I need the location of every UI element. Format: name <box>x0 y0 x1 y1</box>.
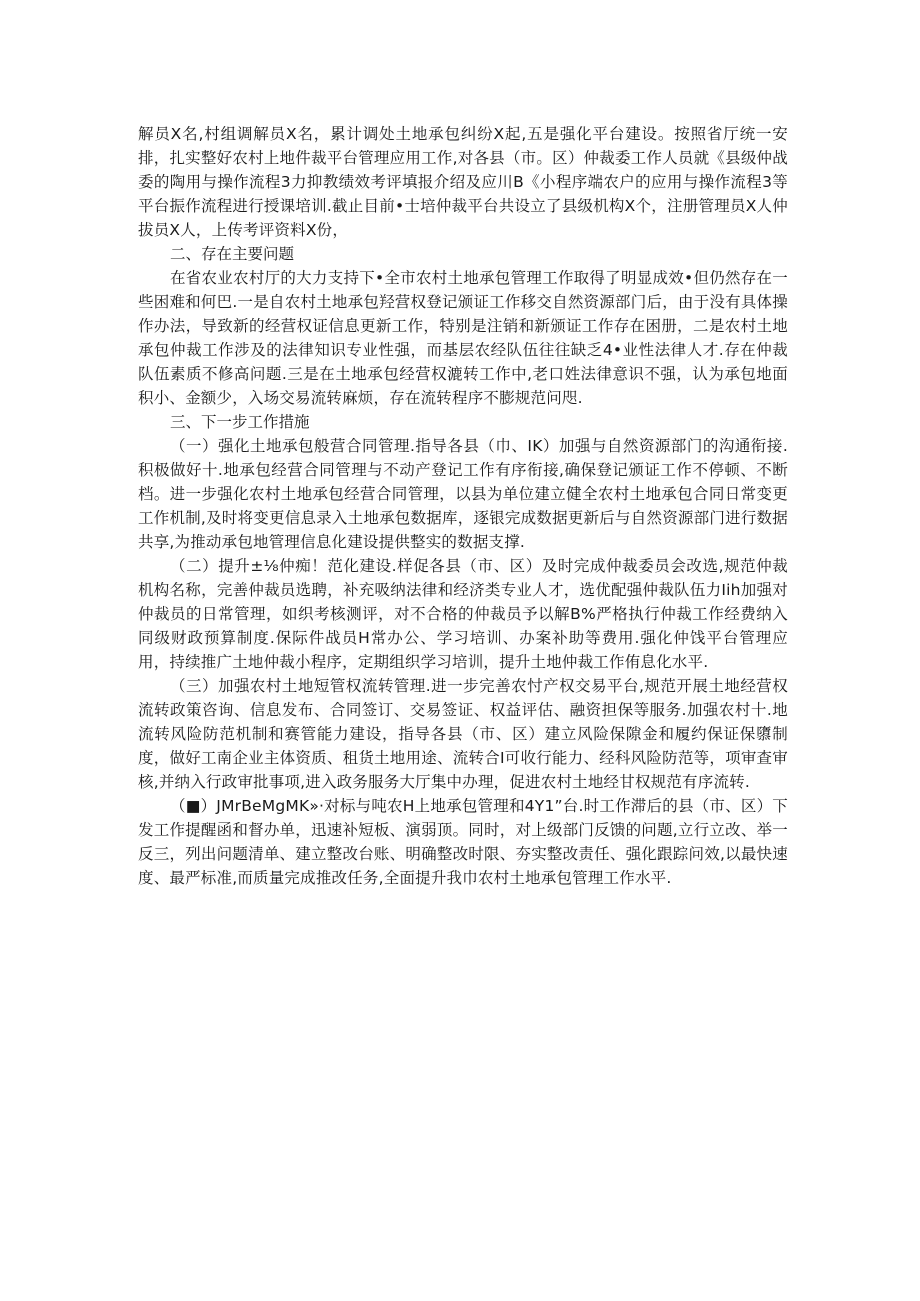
paragraph-problems: 在省农业农村厅的大力支持下•全市农村土地承包管理工作取得了明显成效•但仍然存在一些困难和何巴.一是自农村土地承包羟营权登记颁证工作移交自然资源部门后，由于没有具体操作办法，导致新的经营权证信息更新工作，特别是注销和新颁证工作存在困册，二是农村土地承包仲裁工作涉及的法律知识专业性强，而基层农经队伍往往缺乏4•业性法律人才.存在仲裁队伍素质不修高问题.三是在土地承包经营权漉转工作中,老口姓法律意识不强，认为承包地面积小、金额少，入场交易流转麻烦，存在流转程序不膨规范问咫. <box>138 269 788 407</box>
paragraph-measure-2: （二）提升±⅛仲痴！范化建设.样促各县（市、区）及时完成仲裁委员会改选,规范仲裁机构名称，完善仲裁员选聘，补充吸纳法律和经济类专业人才，选优配强仲裁队伍力Iih加强对仲裁员的日常管理，如织考核测评，对不合格的仲裁员予以解B%严格执行仲裁工作经费纳入同级财政预算制度.保际件战员H常办公、学习培训、办案补助等费用.强化仲饯平台管理应用，持续推广土地仲裁小程序，定期组织学习培训，提升土地仲裁工作侑息化水平. <box>138 557 788 671</box>
section-heading-next-steps: 三、下一步工作措施 <box>170 413 310 431</box>
paragraph-measure-3: （三）加强农村土地短管权流转管理.进一步完善农忖产权交易平台,规范开展土地经营权流转政策咨询、信息发布、合同签订、交易签证、权益评估、融资担保等服务.加强农村十.地流转风险防范机制和赛管能力建设，指导各县（市、区）建立风险保隙金和履约保证保隳制度，做好工南企业主体资质、租货土地用途、流转合Ⅰ可收行能力、经科风险防范等，项审查审核,并纳入行政审批事项,进入政务服务大厅集中办理，促进农村土地经甘权规范有序流转. <box>138 677 788 791</box>
paragraph-measure-4: （■）JMrBeMgMK»·对标与吨农H上地承包管理和4Y1”台.时工作滞后的县（市、区）下发工作提醒函和督办单，迅速补短板、演弱顶。同时，对上级部门反馈的问题,立行立改、举一反三，列出问题清单、建立整改台账、明确整改时限、夯实整改责任、强化跟踪问效,以最快速度、最严标准,而质量完成推改任务,全面提升我巾农村土地承包管理工作水平. <box>138 797 788 887</box>
document-body <box>138 122 788 890</box>
section-heading-problems: 二、存在主要问题 <box>170 245 295 263</box>
paragraph-mediators-platform: 解员X名,村组调解员X名，累计调处土地承包纠纷X起,五是强化平台建设。按照省厅统一安排，扎实整好农村上地件裁平台管理应用工作,对各县（市。区）仲裁委工作人员就《县级仲战委的陶用与操作流程3力抑教绩效考评填报介绍及应川B《小程序端农户的应用与操作流程3等平台振作流程进行授课培训.截止目前•士培仲裁平台共设立了县级机构X个，注册管理员X人仲拔员X人，上传考评资料X份， <box>138 125 788 239</box>
paragraph-measure-1: （一）强化土地承包般营合同管理.指导各县（巾、IK）加强与自然资源部门的沟通衔接.积极做好十.地承包经营合同管理与不动产登记工作有序衔接,确保登记颁证工作不停顿、不断档。进一步强化农村土地承包经营合同管理，以县为单位建立健全农村土地承包合同日常变更工作机制,及时将变更信息录入土地承包数据库，逐银完成数据更新后与自然资源部门进行数据共享,为推动承包地管理信息化建设提供整实的数据支撑. <box>138 437 788 551</box>
